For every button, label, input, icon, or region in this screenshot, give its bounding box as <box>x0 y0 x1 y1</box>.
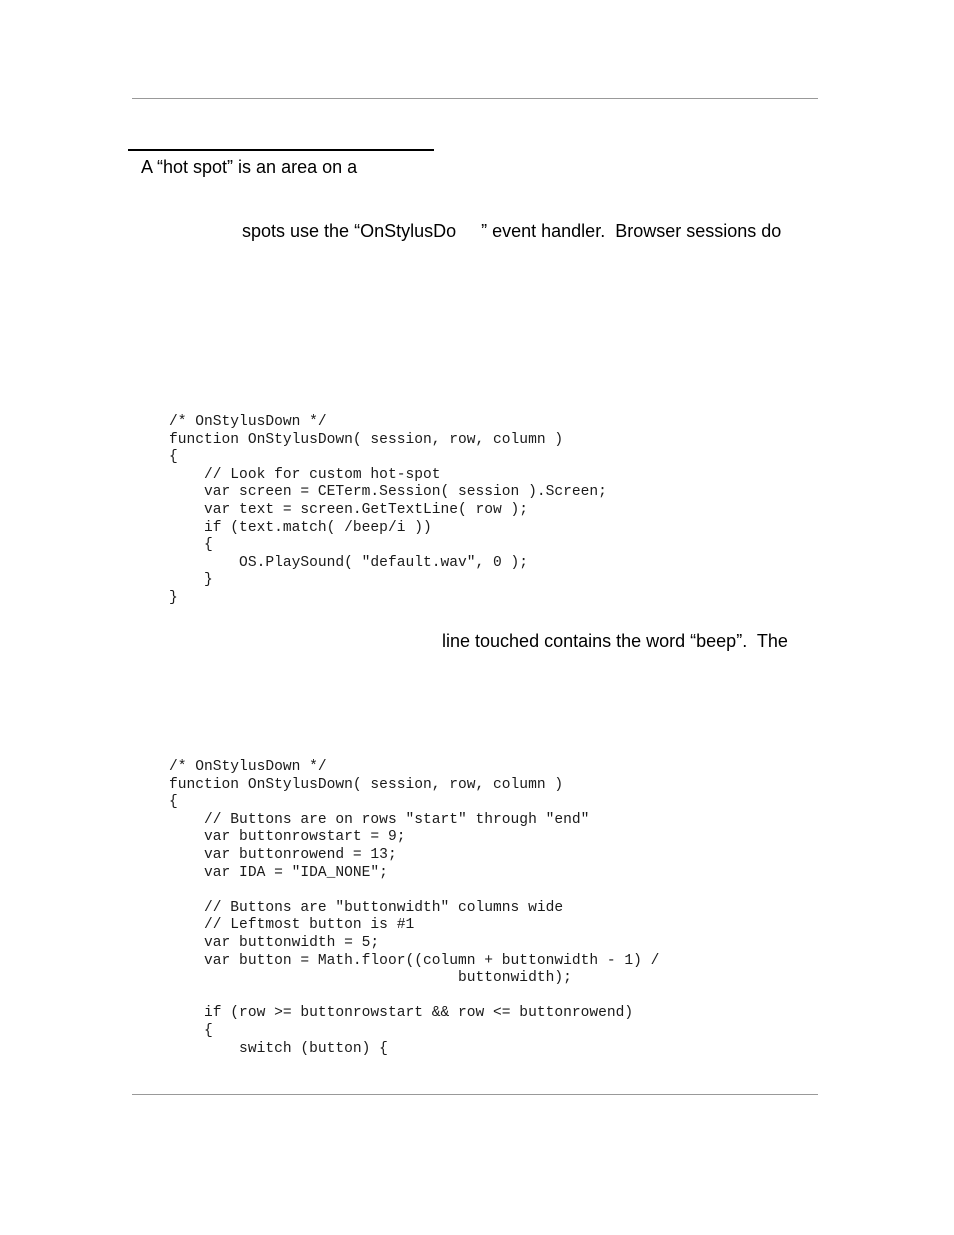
code-line: var buttonrowend = 13; <box>169 846 397 863</box>
code-line: { <box>169 537 213 554</box>
code-line: var buttonrowstart = 9; <box>169 829 406 846</box>
code-line: var buttonwidth = 5; <box>169 934 380 951</box>
code-line: /* OnStylusDown */ <box>169 759 327 775</box>
code-line: } <box>169 589 178 606</box>
code-line: { <box>169 1022 213 1039</box>
code-line: function OnStylusDown( session, row, column ) <box>169 431 564 448</box>
code-line: switch (button) { <box>169 1040 388 1057</box>
code-line: if (row >= buttonrowstart && row <= buttonrowend) <box>169 1005 634 1022</box>
code-line: { <box>169 449 178 466</box>
code-line: } <box>169 572 213 589</box>
code-line: // Buttons are on rows "start" through "end" <box>169 811 590 828</box>
code-line: OS.PlaySound( "default.wav", 0 ); <box>169 554 529 571</box>
code-line: var screen = CETerm.Session( session ).Screen; <box>169 484 607 501</box>
paragraph-fragment-beep: line touched contains the word “beep”. The <box>442 631 788 651</box>
code-line: // Leftmost button is #1 <box>169 917 415 934</box>
code-line: var text = screen.GetTextLine( row ); <box>169 501 529 518</box>
code-line: /* OnStylusDown */ <box>169 414 327 430</box>
code-example-hot-spot <box>169 414 607 608</box>
code-line: function OnStylusDown( session, row, column ) <box>169 776 564 793</box>
section-heading-underline <box>128 149 434 151</box>
code-example-buttons <box>169 759 659 1058</box>
code-line: { <box>169 794 178 811</box>
footer-divider <box>132 1094 818 1095</box>
code-line: if (text.match( /beep/i )) <box>169 519 432 536</box>
code-line: // Buttons are "buttonwidth" columns wide <box>169 899 564 916</box>
intro-paragraph-fragment: A “hot spot” is an area on a <box>141 157 358 177</box>
header-divider <box>132 98 818 99</box>
code-line: var button = Math.floor((column + buttonwidth - 1) / <box>169 952 660 969</box>
code-line: var IDA = "IDA_NONE"; <box>169 864 388 881</box>
code-line: // Look for custom hot-spot <box>169 466 441 483</box>
paragraph-fragment-stylus-handler: spots use the “OnStylusDo ” event handler. Browser sessions do <box>242 221 782 241</box>
code-line: buttonwidth); <box>169 970 572 987</box>
